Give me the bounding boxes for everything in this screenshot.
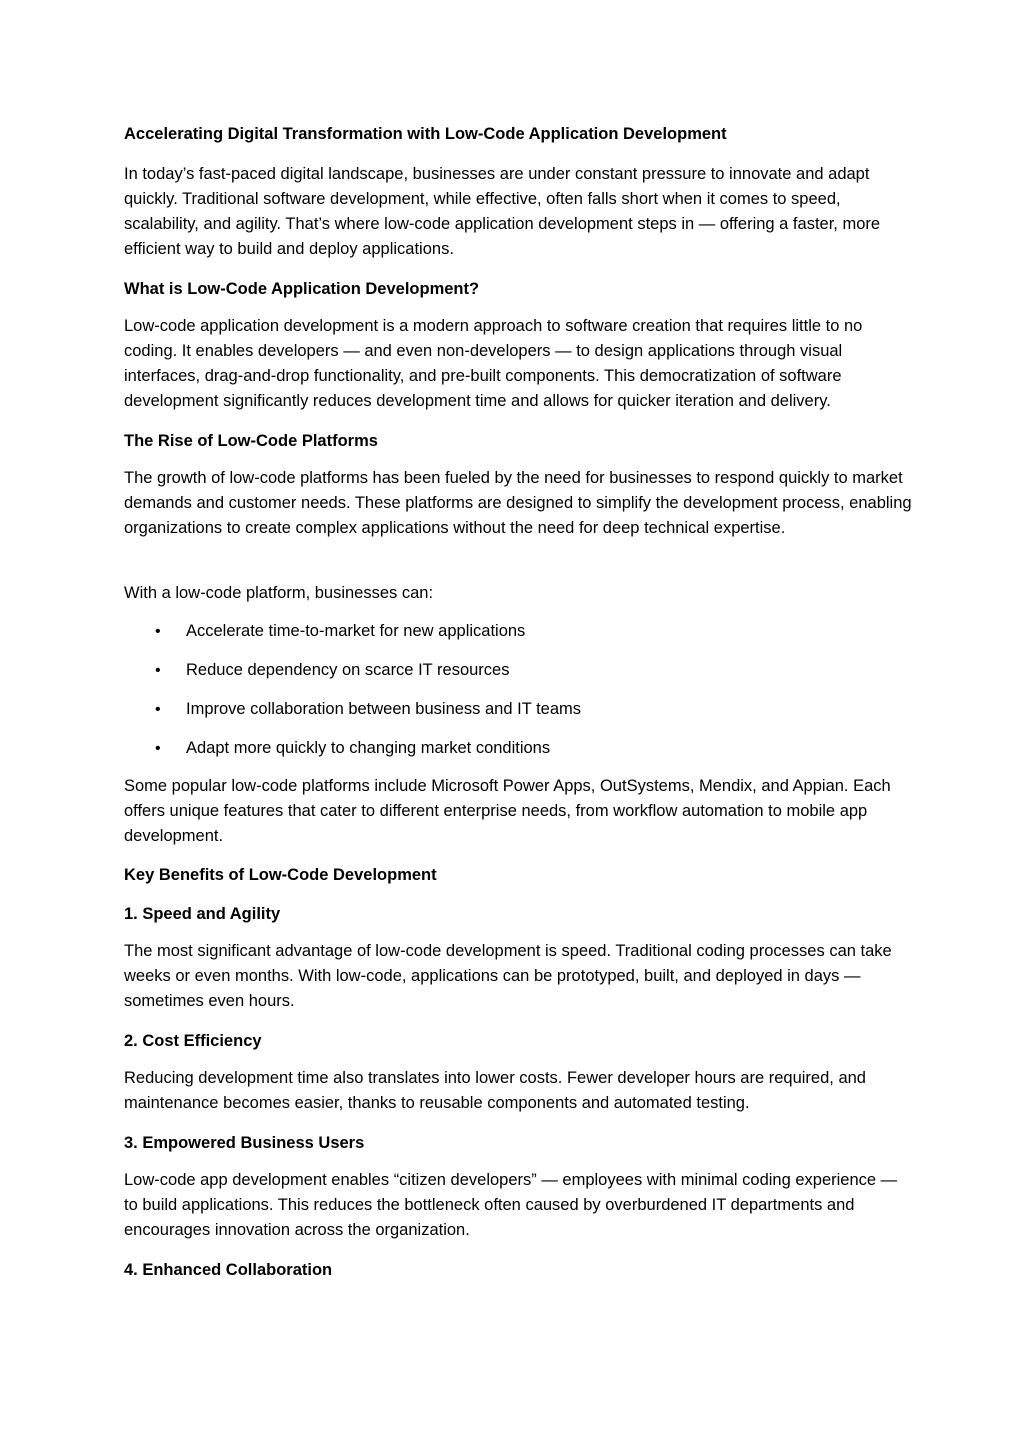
platforms-paragraph: Some popular low-code platforms include Microsoft Power Apps, OutSystems, Mendix, and Appian. Each offers unique features that cater to different enterprise needs, from workflow automation to mobile app development. <box>124 777 891 845</box>
list-item-text: Reduce dependency on scarce IT resources <box>186 661 510 679</box>
list-item <box>124 658 914 683</box>
benefit-paragraph-cost: Reducing development time also translates into lower costs. Fewer developer hours are required, and maintenance becomes easier, thanks to reusable components and automated testing. <box>124 1069 866 1112</box>
rise-paragraph: The growth of low-code platforms has been fueled by the need for businesses to respond quickly to market demands and customer needs. These platforms are designed to simplify the development process, enabling organizations to create complex applications without the need for deep technical expertise. <box>124 469 912 537</box>
benefit-heading-speed: 1. Speed and Agility <box>124 905 281 923</box>
bullet-icon: • <box>155 662 161 679</box>
what-is-paragraph: Low-code application development is a modern approach to software creation that requires little to no coding. It enables developers — and even non-developers — to design applications through visual interfaces, drag-and-drop functionality, and pre-built components. This democratization of software development significantly reduces development time and allows for quicker iteration and delivery. <box>124 317 863 410</box>
benefit-paragraph-speed: The most significant advantage of low-code development is speed. Traditional coding processes can take weeks or even months. With low-code, applications can be prototyped, built, and deployed in days — sometimes even hours. <box>124 942 892 1010</box>
section-heading-benefits: Key Benefits of Low-Code Development <box>124 866 437 884</box>
intro-paragraph: In today’s fast-paced digital landscape, businesses are under constant pressure to innovate and adapt quickly. Traditional software development, while effective, often falls short when it comes to speed, scalability, and agility. That’s where low-code application development steps in — offering a faster, more efficient way to build and deploy applications. <box>124 165 881 258</box>
bullet-icon: • <box>155 740 161 757</box>
list-item <box>124 619 914 644</box>
benefit-paragraph-business-users: Low-code app development enables “citizen developers” — employees with minimal coding experience — to build applications. This reduces the bottleneck often caused by overburdened IT departments and encourages innovation across the organization. <box>124 1171 898 1239</box>
section-heading-rise: The Rise of Low-Code Platforms <box>124 432 378 450</box>
benefit-heading-collaboration: 4. Enhanced Collaboration <box>124 1261 333 1279</box>
bullet-icon: • <box>155 623 161 640</box>
section-heading-what-is: What is Low-Code Application Development? <box>124 280 480 298</box>
document-title: Accelerating Digital Transformation with Low-Code Application Development <box>124 125 727 143</box>
bullet-icon: • <box>155 701 161 718</box>
list-item <box>124 736 914 761</box>
list-item-text: Improve collaboration between business and IT teams <box>186 700 582 718</box>
list-intro: With a low-code platform, businesses can: <box>124 584 434 602</box>
list-item-text: Accelerate time-to-market for new applications <box>186 622 526 640</box>
list-item-text: Adapt more quickly to changing market conditions <box>186 739 551 757</box>
benefit-heading-business-users: 3. Empowered Business Users <box>124 1134 365 1152</box>
list-item <box>124 697 914 722</box>
benefit-heading-cost: 2. Cost Efficiency <box>124 1032 262 1050</box>
